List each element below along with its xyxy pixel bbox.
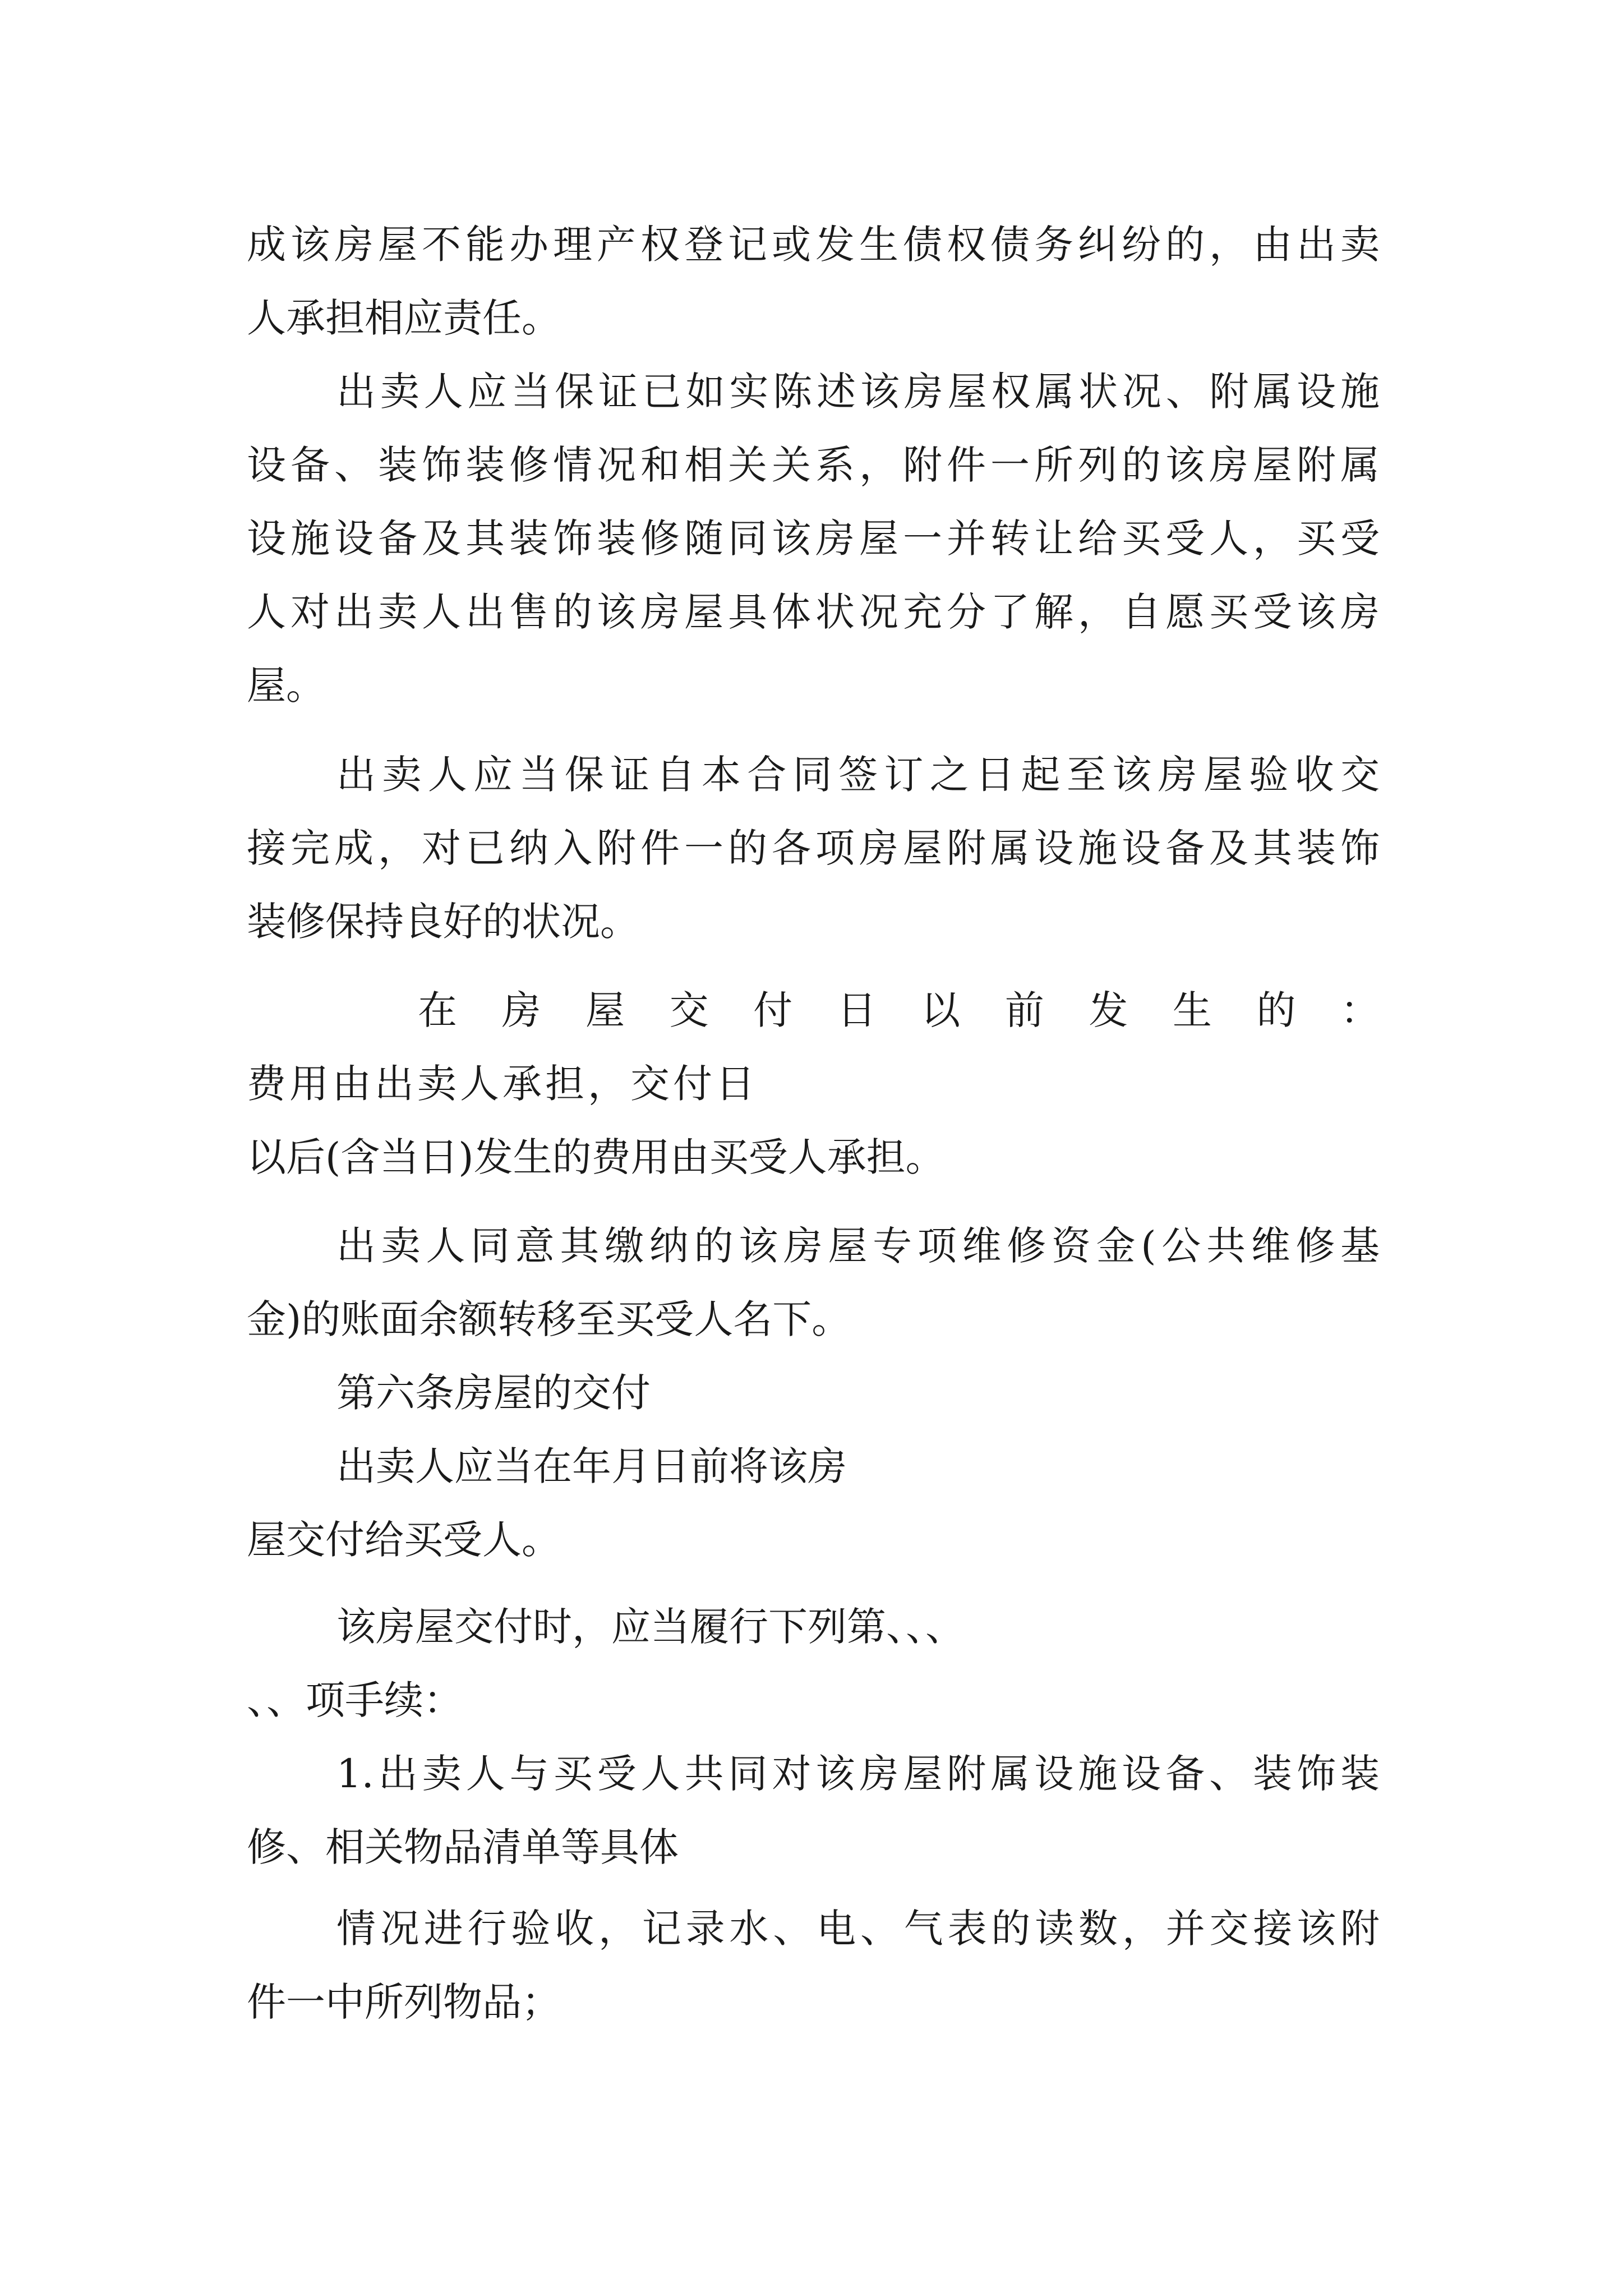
- paragraph-start: 出卖人应当保证已如实陈述该房屋权属状况、附属设施: [336, 369, 1380, 415]
- list-item: 1.出卖人与买受人共同对该房屋附属设施设备、装饰装: [336, 1751, 1380, 1797]
- text-line: 人承担相应责任。: [247, 295, 561, 341]
- text-line: 屋交付给买受人。: [247, 1517, 561, 1563]
- paragraph-start: 出卖人同意其缴纳的该房屋专项维修资金(公共维修基: [336, 1223, 1380, 1269]
- text-line: 以后(含当日)发生的费用由买受人承担。: [247, 1134, 945, 1180]
- text-line: 该房屋交付时，应当履行下列第、、、: [336, 1604, 965, 1650]
- text-line: 出卖人应当在年月日前将该房: [336, 1443, 847, 1489]
- section-heading: 第六条房屋的交付: [336, 1370, 651, 1416]
- paragraph-start: 在房屋交付日以前发生的：: [418, 987, 1380, 1033]
- text-line: 费用由出卖人承担，交付日: [247, 1061, 758, 1107]
- text-line: 成该房屋不能办理产权登记或发生债权债务纠纷的，由出卖: [247, 222, 1380, 268]
- paragraph-start: 出卖人应当保证自本合同签订之日起至该房屋验收交: [336, 752, 1380, 798]
- text-line: 金)的账面余额转移至买受人名下。: [247, 1296, 851, 1342]
- paragraph-start: 情况进行验收，记录水、电、气表的读数，并交接该附: [336, 1906, 1380, 1952]
- text-line: 屋。: [247, 662, 325, 708]
- text-line: 装修保持良好的状况。: [247, 899, 639, 945]
- text-line: 、、项手续：: [247, 1677, 463, 1723]
- text-line: 设备、装饰装修情况和相关关系，附件一所列的该房屋附属: [247, 442, 1380, 488]
- text-line: 修、相关物品清单等具体: [247, 1824, 679, 1870]
- text-line: 人对出卖人出售的该房屋具体状况充分了解，自愿买受该房: [247, 589, 1380, 635]
- text-line: 接完成，对已纳入附件一的各项房屋附属设施设备及其装饰: [247, 825, 1380, 871]
- text-line: 件一中所列物品；: [247, 1979, 561, 2025]
- text-line: 设施设备及其装饰装修随同该房屋一并转让给买受人，买受: [247, 516, 1380, 562]
